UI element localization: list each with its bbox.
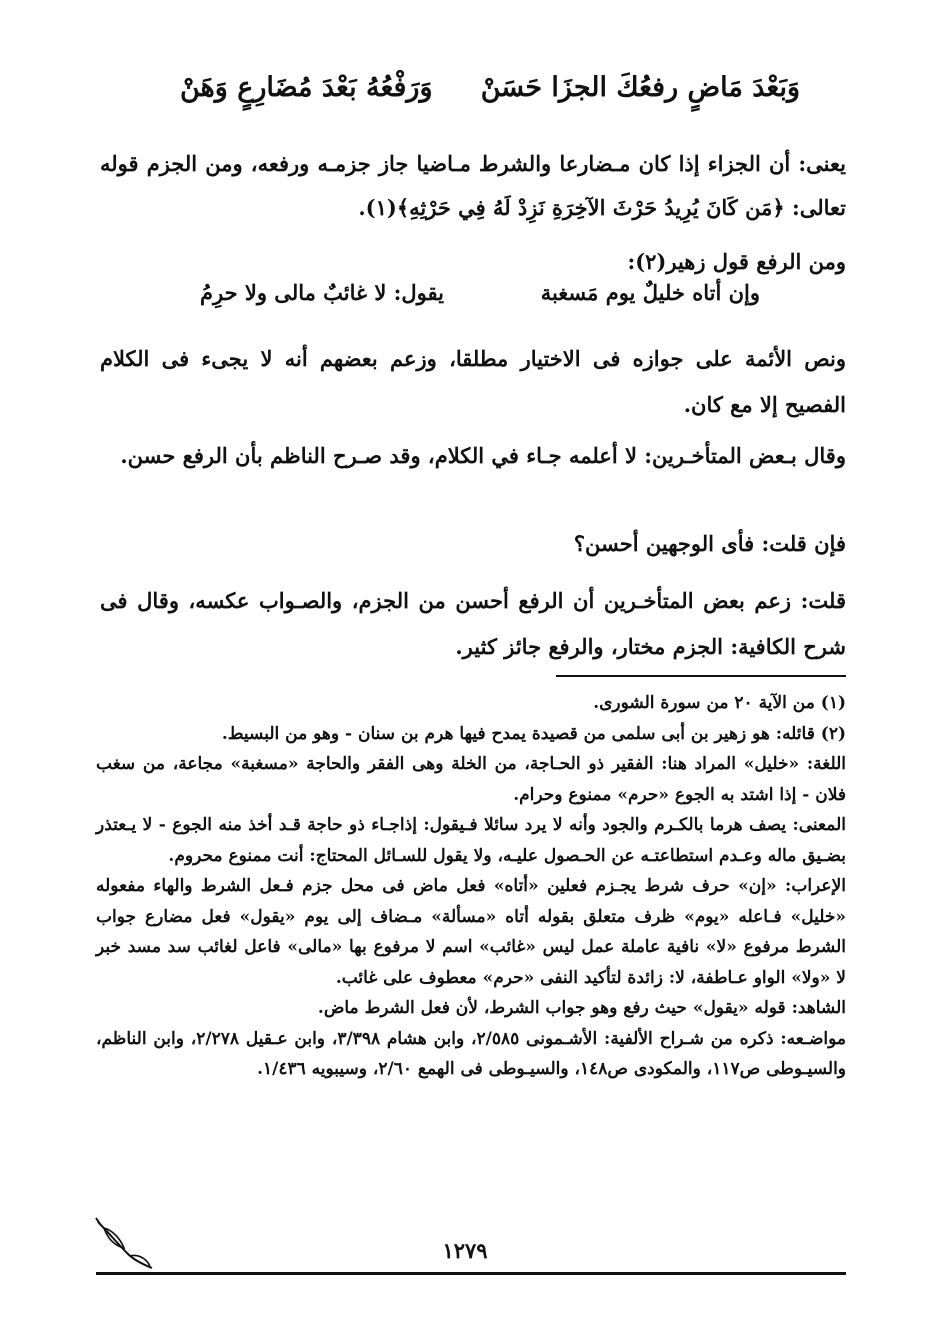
footnote-2: (٢) قائله: هو زهير بن أبى سلمى من قصيدة يمدح فيها هرم بن سنان - وهو من البسيط. <box>221 723 846 744</box>
commentary-paragraph <box>100 522 846 566</box>
commentary-text: وقال بـعض المتأخـرين: لا أعلمه جـاء في الكلام، وقد صـرح الناظم بأن الرفع حسن. <box>120 443 846 468</box>
commentary-text: ومن الرفع قول زهير(٢): <box>627 249 846 274</box>
footnote-irab: الإعراب: «إن» حرف شرط يجـزم فعلين «أتاه» فعل ماض فى محل جزم فـعل الشرط والهاء مفعوله «خليل» فـاعله «يوم» ظرف متعلق بقوله أتاه «مسألة» مـضاف إلى يوم «يقول» فعل مضارع جواب الشرط مرفوع «لا» نافية عاملة عمل ليس «غائب» اسم لا مرفوع بها «مالى» فاعل لغائب سد مسد خبر لا «ولا» الواو عـاطفة، لا: زائدة لتأكيد النفى «حرم» معطوف على غائب. <box>96 876 846 988</box>
commentary-paragraph <box>100 432 846 480</box>
verse-hemistich-second: وَرَفْعُهُ بَعْدَ مُضَارِعٍ وَهَنْ <box>180 72 433 103</box>
quill-pen-icon <box>94 1214 156 1274</box>
poem-hemistich-second: يقول: لا غائبٌ مالى ولا حرِمُ <box>200 280 444 305</box>
footnote-1: (١) من الآية ٢٠ من سورة الشورى. <box>593 693 846 713</box>
verse-hemistich-first: وَبَعْدَ مَاضٍ رفعُكَ الجزَا حَسَنْ <box>480 72 800 103</box>
commentary-paragraph <box>100 336 846 428</box>
footnote-lugha: اللغة: «خليل» المراد هنا: الفقير ذو الحـاجة، من الخلة وهى الفقر والحاجة «مسغبة» مجاعة، من سغب فلان - إذا اشتد به الجوع «حرم» ممنوع وحرام. <box>96 754 846 805</box>
commentary-paragraph <box>100 240 846 284</box>
footnotes <box>96 688 846 1085</box>
commentary-paragraph <box>100 142 846 230</box>
poem-hemistich-first: وإن أتاه خليلٌ يوم مَسغبة <box>540 280 760 305</box>
commentary-text: قلت: زعم بعض المتأخـرين أن الرفع أحسن من الجزم، والصـواب عكسه، وقال فى شرح الكافية: الجزم مختار، والرفع جائز كثير. <box>100 588 846 659</box>
commentary-text: يعنى: أن الجزاء إذا كان مـضارعا والشرط مـاضيا جاز جزمـه ورفعه، ومن الجزم قوله تعالى: ﴿مَن كَانَ يُرِيدُ حَرْثَ الآخِرَةِ نَزِدْ لَهُ فِي حَرْثِهِ﴾(١). <box>100 151 846 220</box>
bottom-rule <box>96 1272 846 1275</box>
footnote-maana: المعنى: يصف هرما بالكـرم والجود وأنه لا يرد سائلا فـيقول: إذاجـاء ذو حاجة قـد أخذ منه الجوع - لا يـعتذر بضـيق ماله وعـدم استطاعتـه عن الحـصول عليـه، ولا يقول للسـائل المحتاج: أنت ممنوع محروم. <box>96 815 846 866</box>
alfiyya-verse <box>180 72 800 112</box>
commentary-paragraph <box>100 578 846 670</box>
commentary-text: فإن قلت: فأى الوجهين أحسن؟ <box>573 531 846 556</box>
poetry-line <box>200 280 760 320</box>
commentary-text: ونص الأئمة على جوازه فى الاختيار مطلقا، وزعم بعضهم أنه لا يجىء فى الكلام الفصيح إلا مع كان. <box>100 346 846 417</box>
footnote-shahid: الشاهد: قوله «يقول» حيث رفع وهو جواب الشرط، لأن فعل الشرط ماض. <box>317 998 846 1018</box>
page-number: ١٢٧٩ <box>442 1238 488 1263</box>
footnote-separator <box>556 675 846 677</box>
footnote-mawadi: مواضـعه: ذكره من شـراح الألفية: الأشـمونى ٢/٥٨٥، وابن هشام ٣/٣٩٨، وابن عـقيل ٢/٢٧٨، وابن الناظم، والسيـوطى ص١١٧، والمكودى ص١٤٨، والسيـوطى فى الهمع ٢/٦٠، وسيبويه ١/٤٣٦. <box>96 1028 846 1079</box>
